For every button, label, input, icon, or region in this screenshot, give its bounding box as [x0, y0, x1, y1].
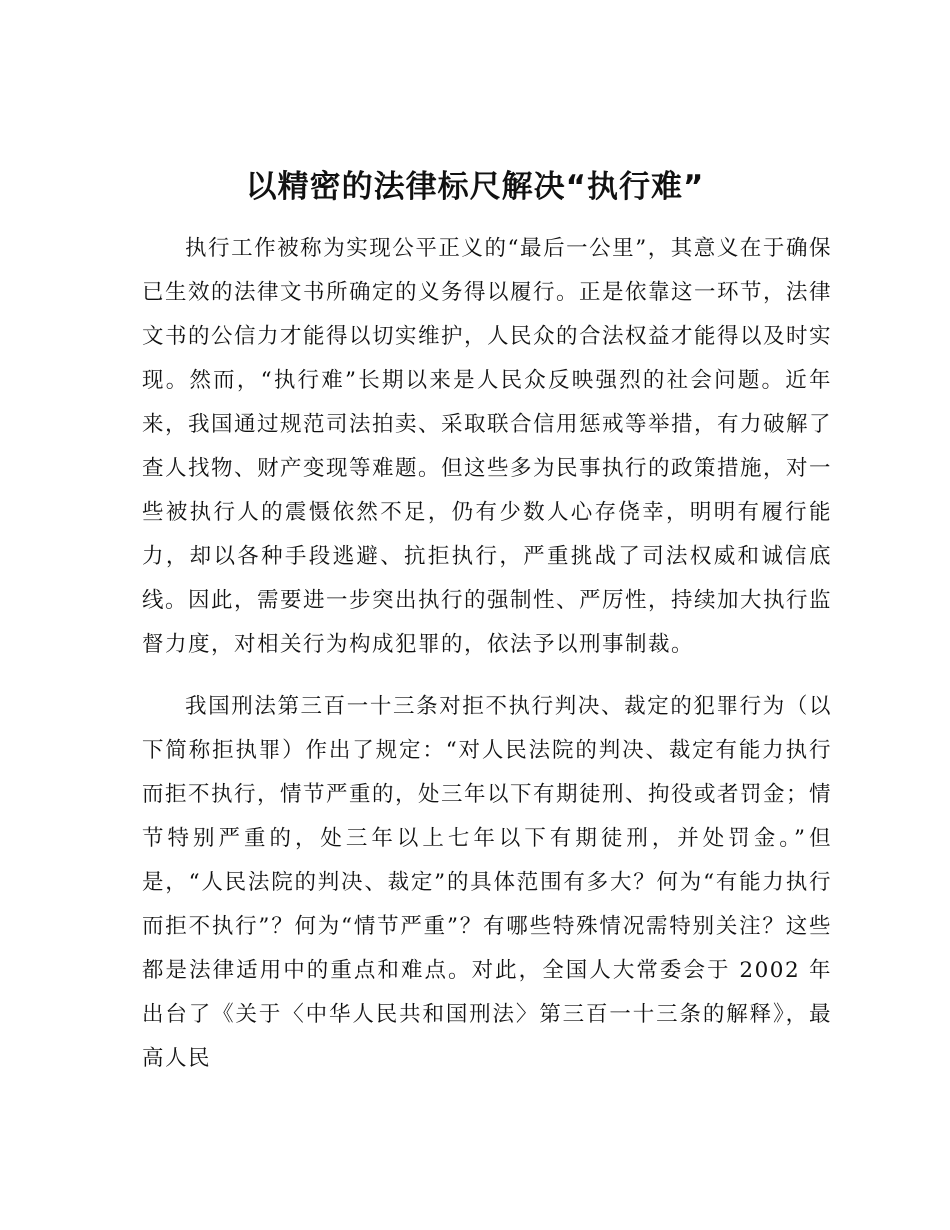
document-body	[142, 227, 832, 1081]
paragraph-2: 我国刑法第三百一十三条对拒不执行判决、裁定的犯罪行为（以下简称拒执罪）作出了规定：“对人民法院的判决、裁定有能力执行而拒不执行，情节严重的，处三年以下有期徒刑、拘役或者罚金；情节特别严重的，处三年以上七年以下有期徒刑，并处罚金。”但是，“人民法院的判决、裁定”的具体范围有多大？何为“有能力执行而拒不执行”？何为“情节严重”？有哪些特殊情况需特别关注？这些都是法律适用中的重点和难点。对此，全国人大常委会于 2002 年出台了《关于〈中华人民共和国刑法〉第三百一十三条的解释》，最高人民	[142, 694, 833, 1071]
paragraph-1: 执行工作被称为实现公平正义的“最后一公里”，其意义在于确保已生效的法律文书所确定的义务得以履行。正是依靠这一环节，法律文书的公信力才能得以切实维护，人民众的合法权益才能得以及时实现。然而，“执行难”长期以来是人民众反映强烈的社会问题。近年来，我国通过规范司法拍卖、采取联合信用惩戒等举措，有力破解了查人找物、财产变现等难题。但这些多为民事执行的政策措施，对一些被执行人的震慑依然不足，仍有少数人心存侥幸，明明有履行能力，却以各种手段逃避、抗拒执行，严重挑战了司法权威和诚信底线。因此，需要进一步突出执行的强制性、严厉性，持续加大执行监督力度，对相关行为构成犯罪的，依法予以刑事制裁。	[142, 236, 833, 657]
document-title: 以精密的法律标尺解决“执行难”	[245, 169, 705, 205]
